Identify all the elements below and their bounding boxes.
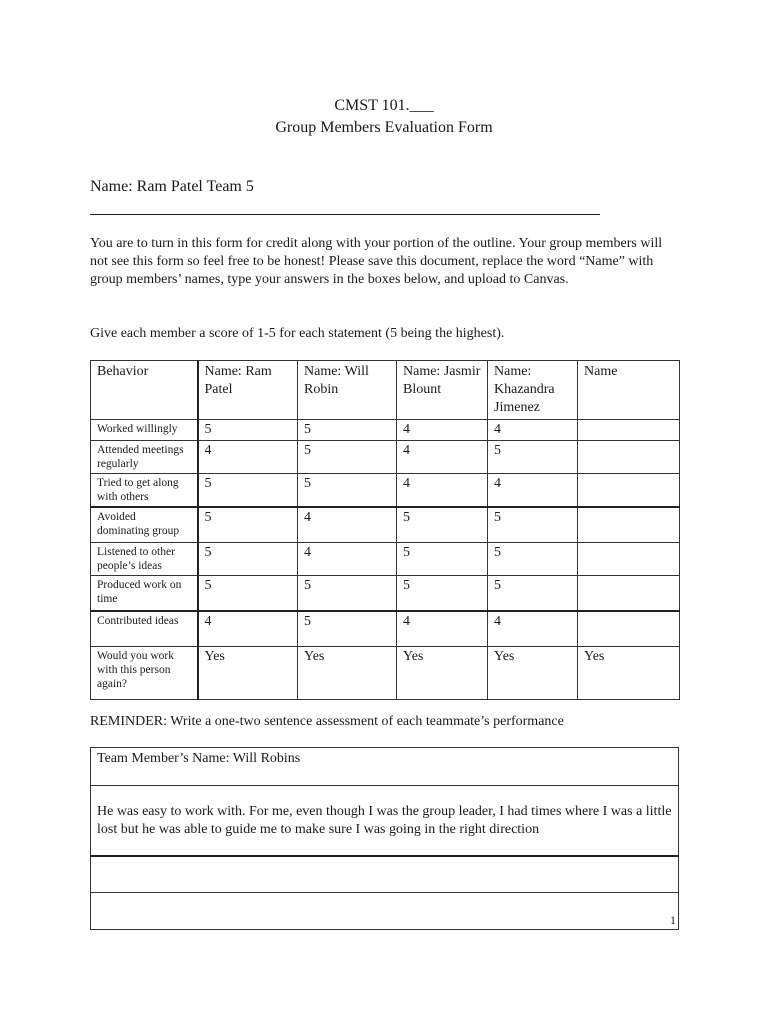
- header-member-1[interactable]: Name: Ram Patel: [198, 361, 298, 420]
- score-cell[interactable]: 5: [488, 507, 578, 543]
- assessment-text-cell[interactable]: He was easy to work with. For me, even though I was the group leader, I had times where I was a little lost but he was able to guide me to make sure I was going in the right direction: [91, 786, 679, 857]
- score-cell[interactable]: 5: [198, 474, 298, 508]
- score-cell[interactable]: 4: [198, 441, 298, 474]
- behavior-label: Listened to other people’s ideas: [91, 543, 198, 576]
- score-cell[interactable]: 5: [298, 441, 397, 474]
- form-title: Group Members Evaluation Form: [275, 119, 493, 136]
- score-cell[interactable]: Yes: [578, 647, 680, 700]
- score-cell[interactable]: Yes: [488, 647, 578, 700]
- blank-assessment-cell[interactable]: [91, 856, 679, 893]
- score-cell[interactable]: 5: [298, 420, 397, 441]
- document-header: [0, 95, 768, 139]
- score-cell[interactable]: [578, 611, 680, 647]
- page-number: 1: [670, 913, 676, 927]
- score-cell[interactable]: Yes: [397, 647, 488, 700]
- score-cell[interactable]: 5: [198, 420, 298, 441]
- table-row: [91, 893, 679, 930]
- score-cell[interactable]: 5: [198, 543, 298, 576]
- table-row: [91, 786, 679, 857]
- student-name-line: Name: Ram Patel Team 5: [90, 178, 254, 195]
- table-row: [91, 647, 680, 700]
- score-cell[interactable]: 5: [198, 576, 298, 612]
- score-cell[interactable]: 5: [397, 507, 488, 543]
- score-cell[interactable]: 5: [488, 441, 578, 474]
- table-header-row: [91, 361, 680, 420]
- score-cell[interactable]: [578, 474, 680, 508]
- behavior-label: Contributed ideas: [91, 611, 198, 647]
- score-cell[interactable]: 5: [298, 611, 397, 647]
- table-row: [91, 576, 680, 612]
- score-cell[interactable]: 4: [397, 474, 488, 508]
- score-cell[interactable]: 4: [488, 420, 578, 441]
- score-instructions: Give each member a score of 1-5 for each statement (5 being the highest).: [90, 326, 505, 341]
- table-row: [91, 441, 680, 474]
- table-row: [91, 611, 680, 647]
- score-cell[interactable]: 5: [488, 543, 578, 576]
- behavior-label: Would you work with this person again?: [91, 647, 198, 700]
- reminder-text: REMINDER: Write a one-two sentence assessment of each teammate’s performance: [90, 714, 564, 729]
- table-row: [91, 748, 679, 786]
- score-cell[interactable]: 5: [397, 543, 488, 576]
- score-cell[interactable]: 4: [397, 441, 488, 474]
- score-cell[interactable]: [578, 576, 680, 612]
- score-cell[interactable]: 4: [488, 474, 578, 508]
- behavior-label: Tried to get along with others: [91, 474, 198, 508]
- behavior-label: Attended meetings regularly: [91, 441, 198, 474]
- behavior-label: Produced work on time: [91, 576, 198, 612]
- score-cell[interactable]: Yes: [298, 647, 397, 700]
- table-row: [91, 507, 680, 543]
- course-code: CMST 101.___: [334, 97, 434, 114]
- table-row: [91, 856, 679, 893]
- score-cell[interactable]: 4: [298, 507, 397, 543]
- header-member-3[interactable]: Name: Jasmir Blount: [397, 361, 488, 420]
- table-row: [91, 420, 680, 441]
- header-behavior: Behavior: [91, 361, 198, 420]
- header-member-5[interactable]: Name: [578, 361, 680, 420]
- table-row: [91, 543, 680, 576]
- score-cell[interactable]: [578, 420, 680, 441]
- score-cell[interactable]: [578, 507, 680, 543]
- behavior-label: Avoided dominating group: [91, 507, 198, 543]
- evaluation-table: [90, 360, 680, 700]
- intro-paragraph: You are to turn in this form for credit along with your portion of the outline. Your group members will not see this form so feel free to be honest! Please save this document, replace the word “Name” with group members’ names, type your answers in the boxes below, and upload to Canvas.: [90, 236, 663, 287]
- score-cell[interactable]: 5: [298, 474, 397, 508]
- blank-assessment-cell[interactable]: [91, 893, 679, 930]
- score-cell[interactable]: 5: [298, 576, 397, 612]
- assessment-table: [90, 747, 679, 930]
- table-row: [91, 474, 680, 508]
- score-cell[interactable]: 4: [488, 611, 578, 647]
- underline-rule: [90, 214, 600, 215]
- score-cell[interactable]: Yes: [198, 647, 298, 700]
- score-cell[interactable]: 5: [397, 576, 488, 612]
- score-cell[interactable]: [578, 543, 680, 576]
- team-member-name-cell[interactable]: Team Member’s Name: Will Robins: [91, 748, 679, 786]
- score-cell[interactable]: 4: [397, 611, 488, 647]
- score-cell[interactable]: 5: [198, 507, 298, 543]
- score-cell[interactable]: [578, 441, 680, 474]
- behavior-label: Worked willingly: [91, 420, 198, 441]
- score-cell[interactable]: 4: [198, 611, 298, 647]
- score-cell[interactable]: 5: [488, 576, 578, 612]
- score-cell[interactable]: 4: [298, 543, 397, 576]
- score-cell[interactable]: 4: [397, 420, 488, 441]
- header-member-2[interactable]: Name: Will Robin: [298, 361, 397, 420]
- header-member-4[interactable]: Name: Khazandra Jimenez: [488, 361, 578, 420]
